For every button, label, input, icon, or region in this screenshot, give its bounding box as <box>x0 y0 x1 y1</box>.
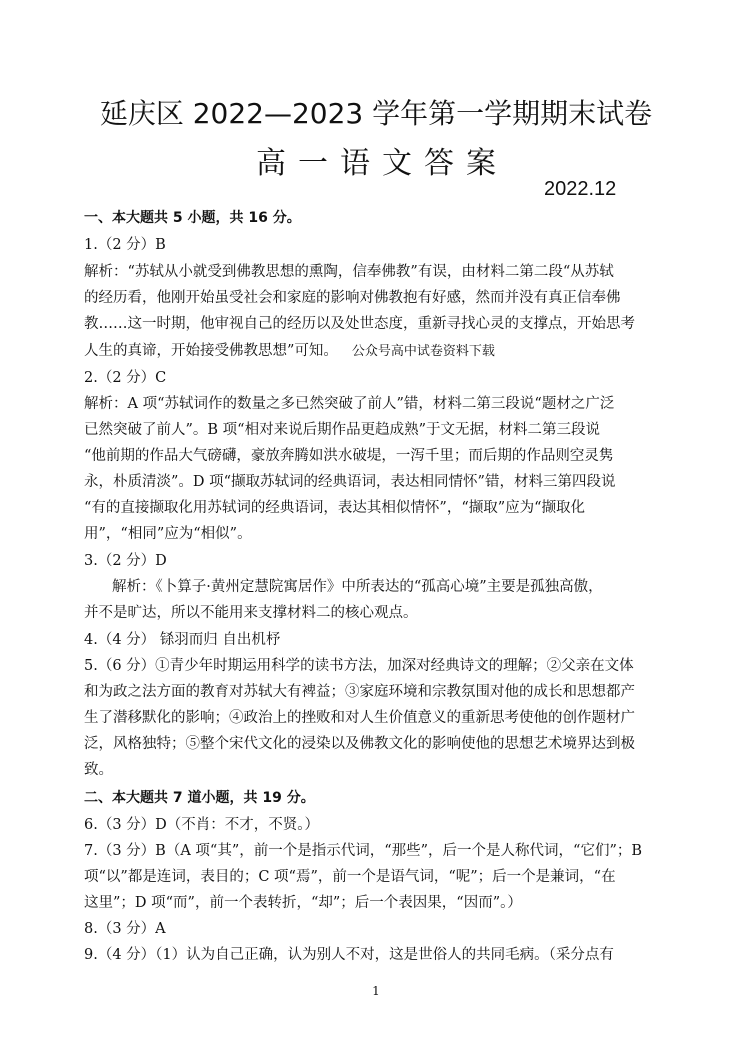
line-text: 项“以”都是连词，表目的；C 项“焉”，前一个是语气词，“呢”；后一个是兼词，“在 <box>84 869 616 885</box>
line-text: 生了潜移默化的影响；④政治上的挫败和对人生价值意义的重新思考使他的创作题材广 <box>84 710 635 726</box>
answer-line <box>84 945 684 965</box>
line-text: 二、本大题共 7 道小题，共 19 分。 <box>84 790 315 806</box>
answer-line <box>84 235 684 255</box>
answer-line <box>84 472 684 492</box>
answer-line <box>84 919 684 939</box>
answer-line <box>84 551 684 571</box>
document-subtitle: 高一语文答案 <box>256 146 508 181</box>
answer-line <box>84 394 684 414</box>
document-title: 延庆区 2022—2023 学年第一学期期末试卷 <box>99 97 653 130</box>
line-text: 泛，风格独特；⑤整个宋代文化的浸染以及佛教文化的影响使他的思想艺术境界达到极 <box>84 736 635 752</box>
line-text: 已然突破了前人”。B 项“相对来说后期作品更趋成熟”于文无据，材料二第三段说 <box>84 422 601 438</box>
line-text: “有的直接撷取化用苏轼词的经典语词，表达其相似情怀”，“撷取”应为“撷取化 <box>84 500 586 516</box>
answer-line <box>84 524 684 544</box>
answer-line <box>84 734 684 754</box>
answer-line <box>84 420 684 440</box>
answer-line <box>84 682 684 702</box>
answer-line <box>84 708 684 728</box>
answer-line <box>84 368 684 388</box>
line-text: 致。 <box>84 762 113 778</box>
answer-line <box>84 760 684 780</box>
answer-line <box>84 893 684 913</box>
line-text: 9.（4 分）（1）认为自己正确，认为别人不对，这是世俗人的共同毛病。（采分点有 <box>84 947 614 963</box>
answer-line <box>84 288 684 308</box>
answer-line <box>84 498 684 518</box>
line-text: 人生的真谛，开始接受佛教思想”可知。 <box>84 343 338 359</box>
line-text: 永，朴质清淡”。D 项“撷取苏轼词的经典语词，表达相同情怀”错，材料三第四段说 <box>84 474 616 490</box>
line-text: 这里”；D 项“而”，前一个表转折，“却”；后一个表因果，“因而”。） <box>84 895 522 911</box>
answer-line <box>84 630 684 650</box>
answer-line <box>84 262 684 282</box>
line-text: 一、本大题共 5 小题，共 16 分。 <box>84 210 301 226</box>
line-text: 6.（3 分）D（不肖：不才，不贤。） <box>84 817 320 833</box>
line-text: 2.（2 分）C <box>84 370 167 386</box>
line-text: 7.（3 分）B（A 项“其”，前一个是指示代词，“那些”，后一个是人称代词，“它们”；B <box>84 843 643 859</box>
line-text: 解析：A 项“苏轼词作的数量之多已然突破了前人”错，材料二第三段说“题材之广泛 <box>84 396 615 412</box>
line-text: 并不是旷达，所以不能用来支撑材料二的核心观点。 <box>84 605 418 621</box>
answer-line <box>112 577 712 597</box>
line-text: 解析：“苏轼从小就受到佛教思想的熏陶，信奉佛教”有误，由材料二第二段“从苏轼 <box>84 264 614 280</box>
section-heading <box>84 208 684 228</box>
line-text: “他前期的作品大气磅礴，豪放奔腾如洪水破堤，一泻千里；而后期的作品则空灵隽 <box>84 448 614 464</box>
line-text: 1.（2 分）B <box>84 237 166 253</box>
answer-line <box>84 867 684 887</box>
watermark-note: 公众号高中试卷资料下载 <box>351 344 495 359</box>
answer-line <box>84 341 684 362</box>
answer-line <box>84 656 684 676</box>
line-text: 的经历看，他刚开始虽受社会和家庭的影响对佛教抱有好感，然而并没有真正信奉佛 <box>84 290 621 306</box>
line-text: 8.（3 分）A <box>84 921 166 937</box>
answer-line <box>84 314 684 334</box>
answer-line <box>84 815 684 835</box>
answer-line <box>84 446 684 466</box>
section-heading <box>84 788 684 808</box>
line-text: 解析：《卜算子·黄州定慧院寓居作》中所表达的“孤高心境”主要是孤独高傲， <box>112 579 603 595</box>
answer-line <box>84 841 684 861</box>
page-number: 1 <box>372 984 380 998</box>
answer-line <box>84 603 684 623</box>
line-text: 4.（4 分） 铩羽而归 自出机杼 <box>84 632 281 648</box>
line-text: 和为政之法方面的教育对苏轼大有裨益；③家庭环境和宗教氛围对他的成长和思想都产 <box>84 684 635 700</box>
line-text: 3.（2 分）D <box>84 553 167 569</box>
line-text: 用”，“相同”应为“相似”。 <box>84 526 252 542</box>
line-text: 5.（6 分）①青少年时期运用科学的读书方法，加深对经典诗文的理解；②父亲在文体 <box>84 658 634 674</box>
line-text: 教……这一时期，他审视自己的经历以及处世态度，重新寻找心灵的支撑点，开始思考 <box>84 316 635 332</box>
document-date: 2022.12 <box>544 178 617 200</box>
